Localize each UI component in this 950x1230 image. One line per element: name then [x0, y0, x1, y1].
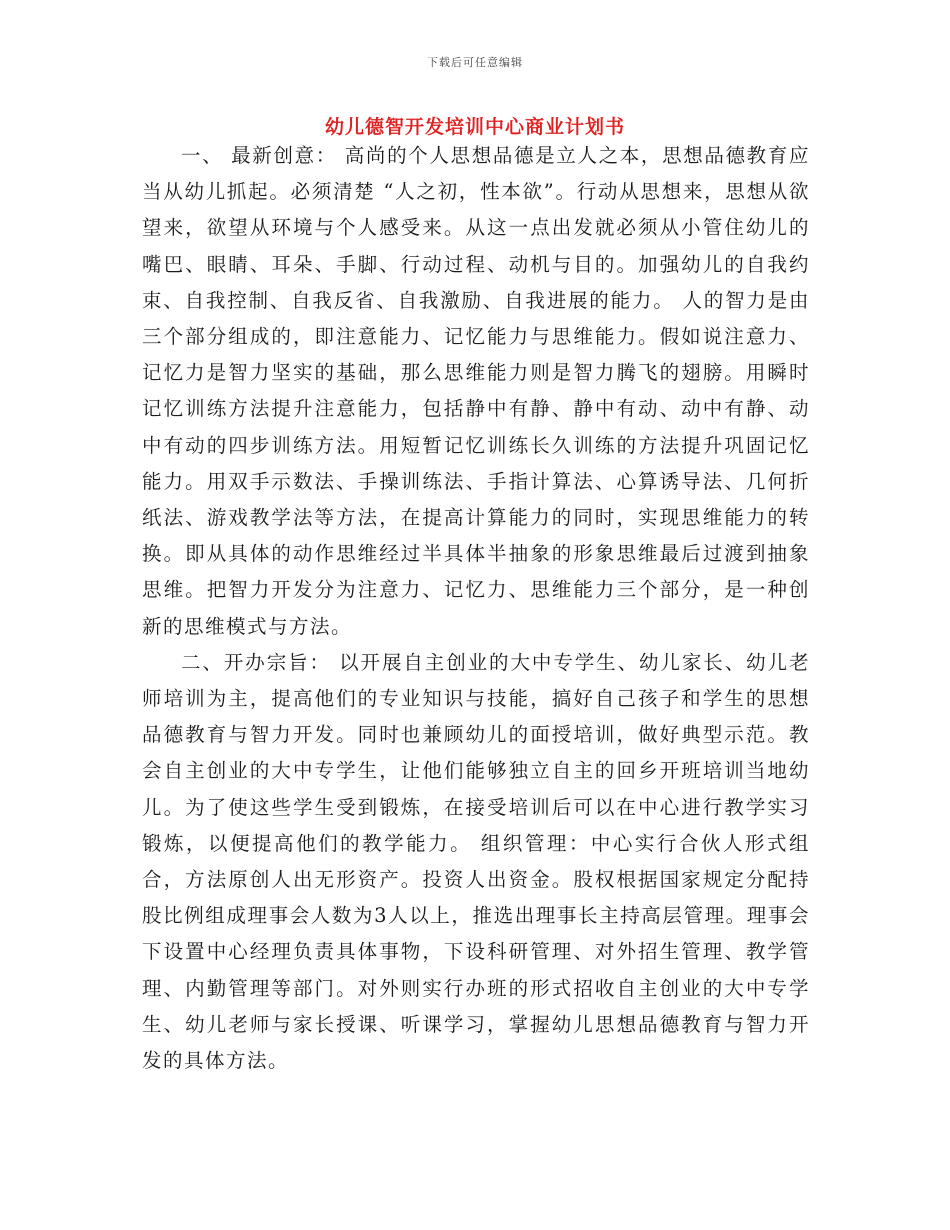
- paragraph-purpose: 二、开办宗旨： 以开展自主创业的大中专学生、幼儿家长、幼儿老师培训为主，提高他们的专业知识与技能，搞好自己孩子和学生的思想品德教育与智力开发。同时也兼顾幼儿的面授培训，做好典型示范。教会自主创业的大中专学生，让他们能够独立自主的回乡开班培训当地幼儿。为了使这些学生受到锻炼，在接受培训后可以在中心进行教学实习锻炼，以便提高他们的教学能力。 组织管理：中心实行合伙人形式组合，方法原创人出无形资产。投资人出资金。股权根据国家规定分配持股比例组成理事会人数为3人以上，推选出理事长主持高层管理。理事会下设置中心经理负责具体事物，下设科研管理、对外招生管理、教学管理、内勤管理等部门。对外则实行办班的形式招收自主创业的大中专学生、幼儿老师与家长授课、听课学习，掌握幼儿思想品德教育与智力开发的具体方法。: [142, 650, 810, 1073]
- paragraph-innovation: 一、 最新创意： 高尚的个人思想品德是立人之本，思想品德教育应当从幼儿抓起。必须清楚 “人之初，性本欲”。行动从思想来，思想从欲望来，欲望从环境与个人感受来。从这一点出发就必须从小管住幼儿的嘴巴、眼睛、耳朵、手脚、行动过程、动机与目的。加强幼儿的自我约束、自我控制、自我反省、自我激励、自我进展的能力。 人的智力是由三个部分组成的，即注意能力、记忆能力与思维能力。假如说注意力、记忆力是智力坚实的基础，那么思维能力则是智力腾飞的翅膀。用瞬时记忆训练方法提升注意能力，包括静中有静、静中有动、动中有静、动中有动的四步训练方法。用短暂记忆训练长久训练的方法提升巩固记忆能力。用双手示数法、手操训练法、手指计算法、心算诱导法、几何折纸法、游戏教学法等方法，在提高计算能力的同时，实现思维能力的转换。即从具体的动作思维经过半具体半抽象的形象思维最后过渡到抽象思维。把智力开发分为注意力、记忆力、思维能力三个部分，是一种创新的思维模式与方法。: [142, 144, 810, 638]
- document-title: 幼儿德智开发培训中心商业计划书: [324, 116, 625, 138]
- header-note: 下载后可任意编辑: [427, 56, 523, 69]
- document-body: [142, 138, 810, 1079]
